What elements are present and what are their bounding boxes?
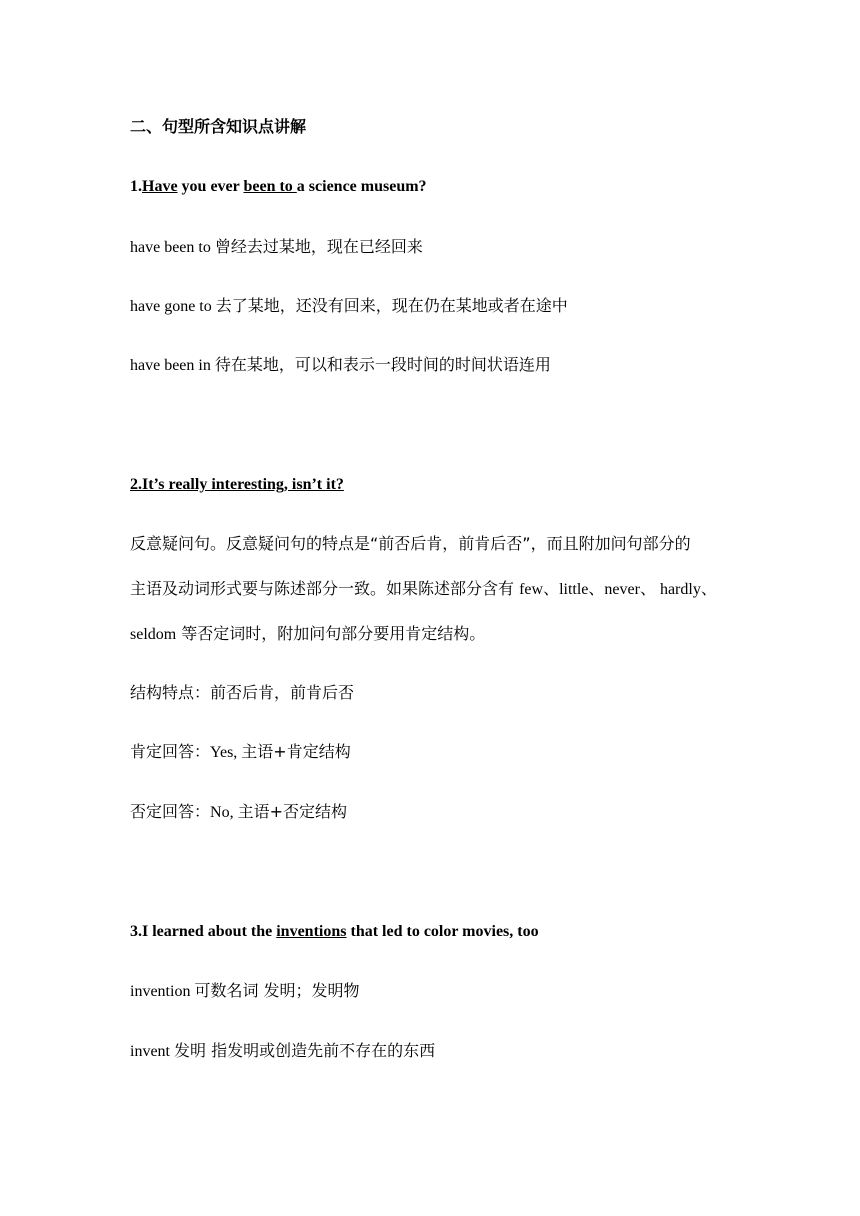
item2-s2-yes: Yes,: [210, 744, 242, 761]
item2-paragraph-line2: [130, 579, 750, 600]
item2-title: 2.It’s really interesting, isn’t it?: [130, 476, 344, 493]
item1-word-rest: a science museum?: [296, 178, 427, 195]
item2-s2-label: 肯定回答：: [130, 742, 211, 761]
item1-number: 1.: [130, 178, 142, 195]
item2-p3-en: seldom: [130, 626, 177, 643]
item2-structure: 结构特点：前否后肯，前肯后否: [130, 683, 355, 702]
item2-affirmative-answer: [130, 742, 750, 763]
item3-line1-en: invention: [130, 983, 195, 1000]
item1-line2-zh: 去了某地，还没有回来，现在仍在某地或者在途中: [215, 296, 568, 315]
item2-paragraph-line3: [130, 624, 750, 645]
item1-line-have-been-in: [130, 355, 750, 376]
item2-s3-no: No,: [210, 804, 238, 821]
item1-line-have-been-to: [130, 237, 750, 258]
item1-line1-en: have been to: [130, 239, 215, 256]
section-heading: 二、句型所含知识点讲解: [130, 117, 307, 136]
item3-line2-zh: 发明 指发明或创造先前不存在的东西: [174, 1041, 436, 1060]
item3-title: [130, 922, 750, 942]
item2-s3-rest: 主语+否定结构: [237, 802, 347, 821]
item1-line3-en: have been in: [130, 357, 215, 374]
item3-line-invention: [130, 981, 750, 1002]
item2-p2-en: few、little、never、 hardly、: [519, 581, 717, 598]
item1-line1-zh: 曾经去过某地，现在已经回来: [214, 237, 423, 256]
item3-title-inventions: inventions: [276, 923, 347, 940]
item2-s3-label: 否定回答：: [130, 802, 211, 821]
item1-word-have: Have: [142, 178, 178, 195]
item1-line2-en: have gone to: [130, 298, 216, 315]
item1-line-have-gone-to: [130, 296, 750, 317]
item3-line-invent: [130, 1041, 750, 1062]
item2-p2-zh: 主语及动词形式要与陈述部分一致。如果陈述部分含有: [130, 579, 520, 598]
item2-p3-zh: 等否定词时，附加问句部分要用肯定结构。: [176, 624, 486, 643]
item1-title: [130, 177, 750, 197]
item3-line1-zh: 可数名词 发明；发明物: [194, 981, 360, 1000]
item2-paragraph-line1: 反意疑问句。反意疑问句的特点是“前否后肯，前肯后否”，而且附加问句部分的: [130, 534, 691, 553]
item2-s2-rest: 主语+肯定结构: [241, 742, 351, 761]
item1-word-been-to: been to: [243, 178, 297, 195]
item3-line2-en: invent: [130, 1043, 174, 1060]
item1-line3-zh: 待在某地，可以和表示一段时间的时间状语连用: [214, 355, 551, 374]
item2-negative-answer: [130, 802, 750, 823]
item1-word-you-ever: you ever: [177, 178, 244, 195]
item3-title-a: 3.I learned about the: [130, 923, 277, 940]
item3-title-c: that led to color movies, too: [346, 923, 539, 940]
